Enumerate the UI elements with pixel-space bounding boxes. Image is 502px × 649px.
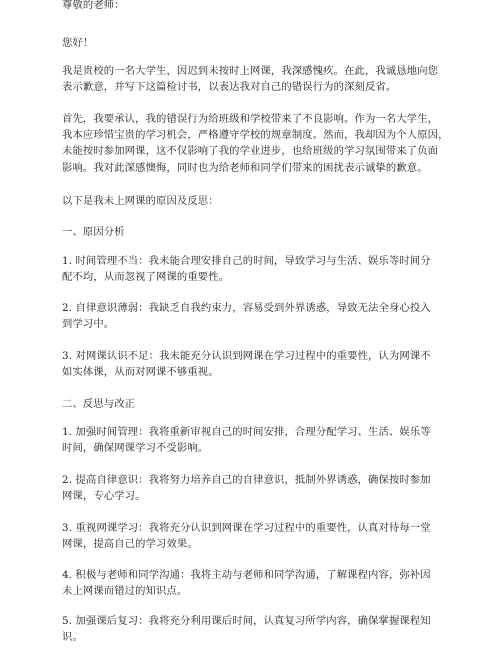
salutation: 尊敬的老师： [62,0,125,11]
reflection-item-4: 4. 积极与老师和同学沟通：我将主动与老师和同学沟通，了解课程内容，弥补因 未上网课而错过的知识点。 [62,569,431,598]
cause-item-2: 2. 自律意识薄弱：我缺乏自我约束力，容易受到外界诱惑，导致无法全身心投入 到学习中。 [62,302,431,331]
paragraph-reasons-intro: 以下是我未上网课的原因及反思： [62,195,219,207]
reflection-item-2: 2. 提高自律意识：我将努力培养自己的自律意识，抵制外界诱惑，确保按时参加 网课，专心学习。 [62,474,431,503]
reflection-item-1: 1. 加强时间管理：我将重新审视自己的时间安排，合理分配学习、生活、娱乐等 时间，确保网课学习不受影响。 [62,426,431,455]
paragraph-intro: 我是贵校的一名大学生，因迟到未按时上网课，我深感愧疚。在此，我诚恳地向您 表示歉意，并写下这篇检讨书，以表达我对自己的错误行为的深刻反省。 [62,65,439,94]
section-heading-reflection: 二、反思与改正 [62,398,136,410]
cause-item-1: 1. 时间管理不当：我未能合理安排自己的时间，导致学习与生活、娱乐等时间分 配不均，从而忽视了网课的重要性。 [62,255,431,284]
reflection-item-3: 3. 重视网课学习：我将充分认识到网课在学习过程中的重要性，认真对待每一堂 网课，提高自己的学习效果。 [62,522,431,551]
section-heading-causes: 一、原因分析 [62,226,125,238]
reflection-item-5: 5. 加强课后复习：我将充分利用课后时间，认真复习所学内容，确保掌握课程知 识。 [62,615,431,644]
paragraph-admission: 首先，我要承认，我的错误行为给班级和学校带来了不良影响。作为一名大学生， 我本应珍惜宝贵的学习机会，严格遵守学校的规章制度。然而，我却因为个人原因， 未能按时参加网课，这不仅影响了我的学业进步，也给班级的学习氛围带来了负面 影响。我对此深感懊悔，同时也为给老师和同学们带来的困扰表示诚挚的歉意。 [62,113,449,174]
cause-item-3: 3. 对网课认识不足：我未能充分认识到网课在学习过程中的重要性，认为网课不 如实体课，从而对网课不够重视。 [62,350,431,379]
greeting: 您好！ [62,37,94,49]
